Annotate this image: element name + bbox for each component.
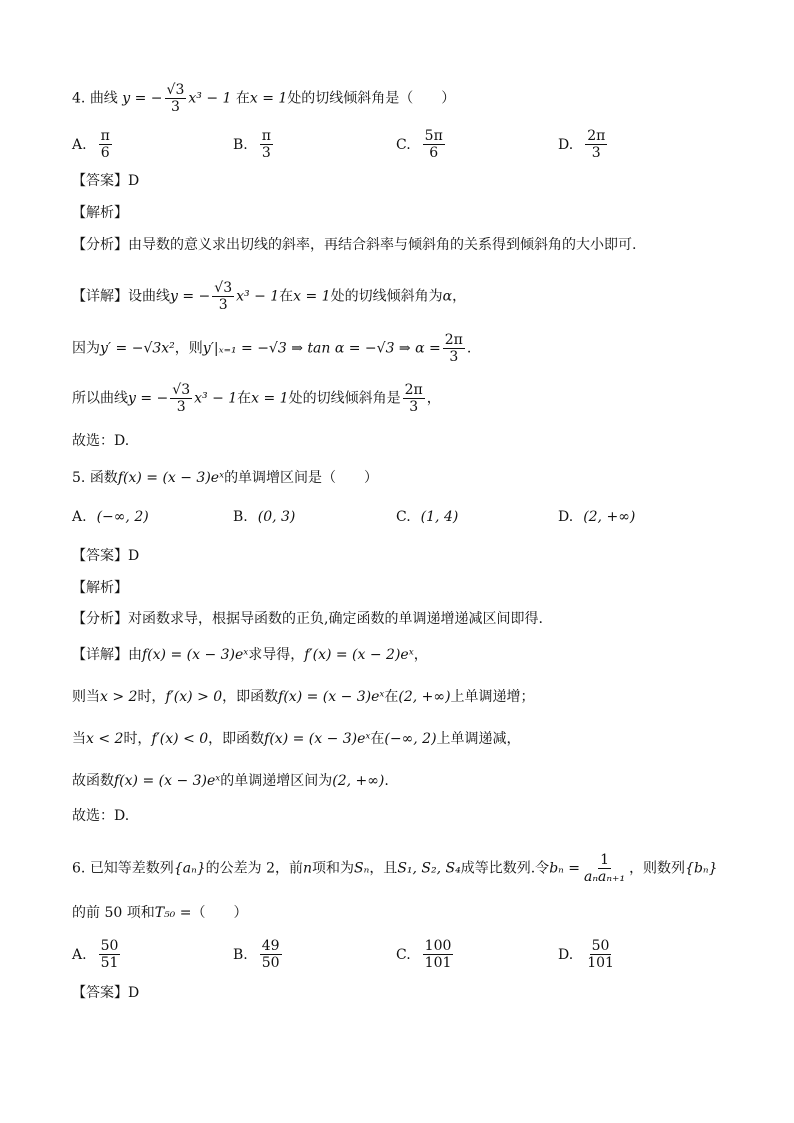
analysis-fenxi: 【分析】对函数求导，根据导函数的正负,确定函数的单调递增递减区间即得. (72, 611, 543, 627)
stem-text: 曲线 (89, 90, 118, 107)
option-c[interactable]: C. (1, 4) (396, 509, 459, 525)
q6-stem-line2: 的前 50 项和T₅₀ =（ ） (72, 905, 248, 921)
option-b[interactable]: B. $\frac{\pi}{3}$ (233, 128, 271, 161)
option-c[interactable]: C. $\frac{5\pi}{6}$ (396, 128, 443, 161)
answer: 【答案】D (72, 985, 140, 1001)
option-b[interactable]: B. $\frac{49}{50}$ (233, 938, 280, 971)
increasing-line: 则当x > 2时，f′(x) > 0，即函数f(x) = (x − 3)eˣ在(2, +∞)上单调递增； (72, 689, 535, 705)
analysis-xiangjie: 【详解】由f(x) = (x − 3)eˣ求导得，f′(x) = (x − 2)eˣ， (72, 647, 428, 663)
q6-stem: 6. 已知等差数列{aₙ}的公差为 2，前n项和为Sₙ，且S₁, S₂, S₄成等比数列.令bₙ = $\frac{1}{\text{aₙaₙ₊₁}}$ ，则数列{bₙ} (72, 852, 718, 885)
question-number: 4. (72, 90, 86, 107)
analysis-fenxi: 【分析】由导数的意义求出切线的斜率，再结合斜率与倾斜角的关系得到倾斜角的大小即可. (72, 237, 637, 253)
answer: 【答案】D (72, 173, 140, 189)
conclusion-line: 所以曲线y = − $\frac{√3}{3}$ x³ − 1在x = 1处的切线倾斜角是 $\frac{2\pi}{3}$ ， (72, 382, 441, 415)
q5-stem: 5. 函数f(x) = (x − 3)eˣ的单调增区间是（ ） (72, 470, 379, 486)
analysis-xiangjie: 【详解】设曲线y = − $\frac{√3}{3}$ x³ − 1在x = 1处的切线倾斜角为α， (72, 280, 467, 313)
option-d[interactable]: D. (2, +∞) (558, 509, 636, 525)
conclusion-line: 故函数f(x) = (x − 3)eˣ的单调递增区间为(2, +∞). (72, 773, 389, 789)
analysis-heading: 【解析】 (72, 580, 128, 596)
fraction: $\frac{√3}{3}$ (166, 82, 185, 115)
decreasing-line: 当x < 2时，f′(x) < 0，即函数f(x) = (x − 3)eˣ在(−∞, 2)上单调递减， (72, 731, 521, 747)
option-b[interactable]: B. (0, 3) (233, 509, 296, 525)
choice-result: 故选：D. (72, 808, 130, 824)
derivative-line: 因为y′ = −√3x²，则y′|ₓ₌₁ = −√3 ⇒ tan α = −√3 ⇒ α = $\frac{2\pi}{3}$ . (72, 332, 472, 365)
option-d[interactable]: D. $\frac{50}{101}$ (558, 938, 614, 971)
option-d[interactable]: D. $\frac{2\pi}{3}$ (558, 128, 606, 161)
option-a[interactable]: A. (−∞, 2) (72, 509, 149, 525)
q4-stem: 4. 曲线 y = − $\frac{√3}{3}$ x³ − 1 在x = 1处的切线倾斜角是（ ） (72, 82, 456, 115)
option-c[interactable]: C. $\frac{100}{101}$ (396, 938, 452, 971)
analysis-heading: 【解析】 (72, 205, 128, 221)
formula: y = − (122, 90, 163, 107)
answer: 【答案】D (72, 548, 140, 564)
option-a[interactable]: A. $\frac{\pi}{6}$ (72, 128, 110, 161)
formula: x³ − 1 (188, 90, 232, 107)
choice-result: 故选：D. (72, 433, 130, 449)
option-a[interactable]: A. $\frac{50}{51}$ (72, 938, 119, 971)
